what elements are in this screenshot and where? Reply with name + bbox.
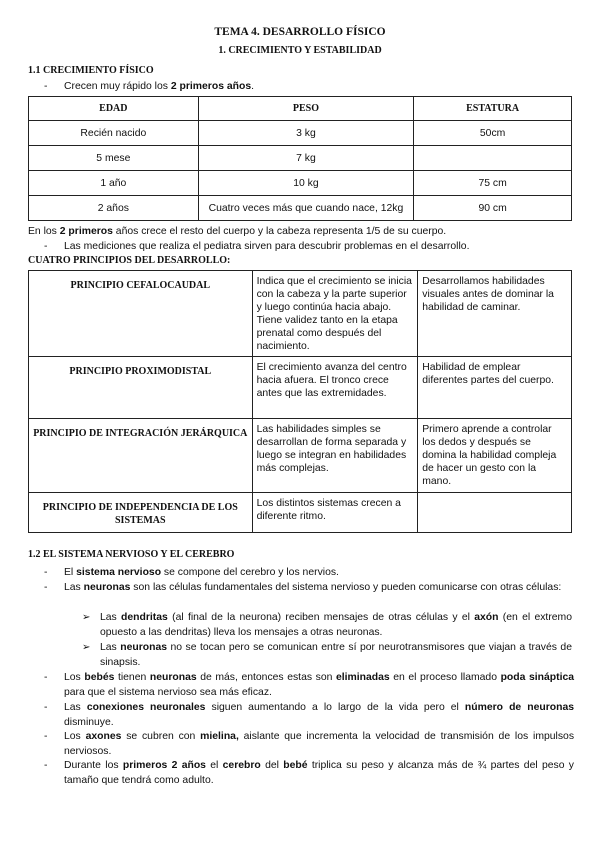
bullet-fast-growth: - Crecen muy rápido los 2 primeros años. xyxy=(44,81,255,92)
principles-heading: CUATRO PRINCIPIOS DEL DESARROLLO: xyxy=(28,255,231,266)
principle-example xyxy=(418,493,572,533)
table-cell: 10 kg xyxy=(198,171,414,196)
table-row xyxy=(29,493,572,533)
principle-name: PRINCIPIO DE INDEPENDENCIA DE LOS SISTEMAS xyxy=(29,493,253,533)
table-row xyxy=(29,271,572,357)
dash-marker: - xyxy=(44,672,48,683)
table-cell xyxy=(414,146,572,171)
table-cell: Cuatro veces más que cuando nace, 12kg xyxy=(198,196,414,221)
growth-note: En los 2 primeros años crece el resto del cuerpo y la cabeza representa 1/5 de su cuerpo. xyxy=(28,226,447,237)
page-title: TEMA 4. DESARROLLO FÍSICO xyxy=(214,26,386,38)
principle-name: PRINCIPIO PROXIMODISTAL xyxy=(29,357,253,419)
dash-marker: - xyxy=(44,702,48,713)
principle-example: Habilidad de emplear diferentes partes del cuerpo. xyxy=(418,357,572,419)
table-row xyxy=(29,357,572,419)
bullet-neural-connections: - Las conexiones neuronales siguen aumentando a lo largo de la vida pero el número de neuronas disminuye. xyxy=(44,702,575,728)
table-cell: 50cm xyxy=(414,121,572,146)
table-cell: 2 años xyxy=(29,196,199,221)
bullet-brain-growth: - Durante los primeros 2 años el cerebro del bebé triplica su peso y alcanza más de ¾ partes del peso y tamaño que tendrá como adulto. xyxy=(44,760,574,786)
growth-table xyxy=(28,96,572,221)
table-row xyxy=(29,146,572,171)
principle-example: Primero aprende a controlar los dedos y después se domina la habilidad compleja de hacer un gesto con la mano. xyxy=(418,419,572,493)
principle-description: Los distintos sistemas crecen a diferente ritmo. xyxy=(252,493,418,533)
section-heading-growth: 1.1 CRECIMIENTO FÍSICO xyxy=(28,65,154,76)
principle-description: Las habilidades simples se desarrollan de forma separada y luego se integran en habilidades más complejas. xyxy=(252,419,418,493)
bullet-myelin: - Los axones se cubren con mielina, aislante que incrementa la velocidad de transmisión de los impulsos nerviosos. xyxy=(44,731,575,757)
dash-marker: - xyxy=(44,760,48,771)
page-subtitle: 1. CRECIMIENTO Y ESTABILIDAD xyxy=(218,45,382,56)
column-header: PESO xyxy=(198,97,414,121)
table-cell: 90 cm xyxy=(414,196,572,221)
principles-table xyxy=(28,270,572,533)
table-cell: 7 kg xyxy=(198,146,414,171)
dash-marker: - xyxy=(44,582,48,593)
dash-marker: - xyxy=(44,241,48,252)
table-row xyxy=(29,121,572,146)
bullet-neurons: - Las neuronas son las células fundamentales del sistema nervioso y pueden comunicarse con otras células: xyxy=(44,582,562,593)
column-header: EDAD xyxy=(29,97,199,121)
principle-description: El crecimiento avanza del centro hacia afuera. El tronco crece antes que las extremidades. xyxy=(252,357,418,419)
table-header-row xyxy=(29,97,572,121)
section-heading-nervous-system: 1.2 EL SISTEMA NERVIOSO Y EL CEREBRO xyxy=(28,549,235,560)
arrow-bullet-icon: ➢ xyxy=(82,642,91,653)
table-row xyxy=(29,196,572,221)
table-row xyxy=(29,419,572,493)
bullet-synaptic-pruning: - Los bebés tienen neuronas de más, entonces estas son eliminadas en el proceso llamado poda sináptica para que el sistema nervioso sea más eficaz. xyxy=(44,672,575,698)
dash-marker: - xyxy=(44,731,48,742)
dash-marker: - xyxy=(44,81,48,92)
table-cell: 3 kg xyxy=(198,121,414,146)
bullet-pediatrician: - Las mediciones que realiza el pediatra sirven para descubrir problemas en el desarrollo. xyxy=(44,241,470,252)
table-cell: 1 año xyxy=(29,171,199,196)
table-cell: 5 mese xyxy=(29,146,199,171)
dash-marker: - xyxy=(44,567,48,578)
column-header: ESTATURA xyxy=(414,97,572,121)
principle-name: PRINCIPIO CEFALOCAUDAL xyxy=(29,271,253,357)
subbullet-synapse: ➢ Las neuronas no se tocan pero se comunican entre sí por neurotransmisores que viajan a través de sinapsis. xyxy=(82,642,572,668)
principle-description: Indica que el crecimiento se inicia con la cabeza y la parte superior y luego continúa hacia abajo. Tiene validez tanto en la etapa prenatal como después del nacimiento. xyxy=(252,271,418,357)
subbullet-dendrites: ➢ Las dendritas (al final de la neurona) reciben mensajes de otras células y el axón (en el extremo opuesto a las dendritas) lleva los mensajes a otras neuronas. xyxy=(82,612,572,638)
table-row xyxy=(29,171,572,196)
bullet-nervous-system: - El sistema nervioso se compone del cerebro y los nervios. xyxy=(44,567,339,578)
arrow-bullet-icon: ➢ xyxy=(82,612,91,623)
table-cell: Recién nacido xyxy=(29,121,199,146)
principle-example: Desarrollamos habilidades visuales antes de dominar la habilidad de caminar. xyxy=(418,271,572,357)
table-cell: 75 cm xyxy=(414,171,572,196)
principle-name: PRINCIPIO DE INTEGRACIÓN JERÁRQUICA xyxy=(29,419,253,493)
